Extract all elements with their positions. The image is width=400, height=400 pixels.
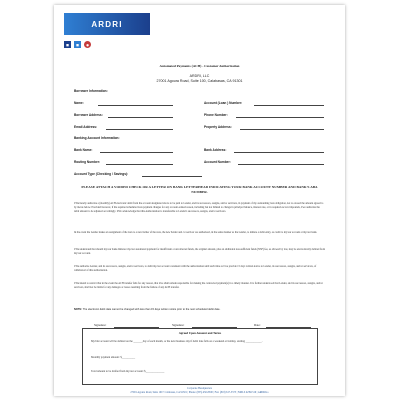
name-label: Name: <box>74 101 84 105</box>
brand-banner <box>64 13 150 35</box>
logo-badge-c-icon: ● <box>84 41 91 48</box>
voided-check-notice: PLEASE ATTACH A VOIDED CHECK OR A LETTER ON BANK LETTERHEAD INDICATING YOUR BANK ACCOUNT NUMBER AND BANK'S ABA NUMBER. <box>81 185 318 194</box>
monthly-payment-line[interactable]: Monthly payment amount: $__________ <box>91 356 136 359</box>
logo-badge-b-icon: ■ <box>74 41 81 48</box>
paragraph-4: I/We authorize Lender, and its successors, assigns, and/or servicers, to debit my/our account consistent with the authorization until such time as I/we provide 15 days written notice to Lender, its successors, assigns, and/or servicers, of withdrawal of this authorization. <box>74 265 317 272</box>
agreed-terms-heading: Agreed Upon Amount and Terms <box>178 331 222 335</box>
agreed-terms-box <box>82 328 318 385</box>
borrower-address-label: Borrower Address: <box>74 113 103 117</box>
borrower-address-field[interactable] <box>108 117 173 118</box>
routing-number-label: Routing Number: <box>74 160 101 164</box>
paragraph-3: I/We understand that should my/our bank dishonor my/our automated payment for insufficient or uncollected funds, the original amount, plus an additional non-sufficient funds (NSF) fee, as allowed by law, may be electronically debited from my/our account. <box>74 248 325 255</box>
brand-name: ARDRI <box>91 19 123 29</box>
account-type-field[interactable] <box>142 176 202 177</box>
logo-badge-a-icon: ■ <box>64 41 71 48</box>
signature-label-2: Signature: <box>172 323 185 327</box>
borrower-section-heading: Borrower Information: <box>74 89 108 93</box>
email-address-label: Email Address: <box>74 125 98 129</box>
company-name: ARDRI, LLC <box>189 74 210 78</box>
account-number-field[interactable] <box>254 105 324 106</box>
phone-number-label: Phone Number: <box>204 113 228 117</box>
date-label: Date: <box>254 323 261 327</box>
email-address-field[interactable] <box>106 129 173 130</box>
footer-contact: 27001 Agoura Road, Suite 100 • Calabasas, CA 91301 | Phone: (855) 450-8500 | Fax: (818) 617-5573 | NMLS #2391519 | ARDRI.io <box>130 390 269 394</box>
note-label: NOTE: <box>74 308 83 311</box>
total-amount-line[interactable]: Total amount to be drafted from my/our account: $______________ <box>91 370 165 373</box>
note-line <box>74 308 325 311</box>
account-type-label: Account Type (Checking / Savings): <box>74 172 129 176</box>
document-page <box>54 5 345 396</box>
name-field[interactable] <box>98 105 173 106</box>
company-address: 27001 Agoura Road, Suite 100, Calabasas, CA 91301 <box>156 79 243 83</box>
account-number-label: Account (Loan ) Number: <box>204 101 243 105</box>
paragraph-2: In the event the Lender makes an assignment of the loan to a new holder of the note, the new holder and /or servicer are authorized, in the same manner as the Lender, to initiate a debit entry, as credit to my/our account at my/our bank. <box>74 231 318 234</box>
page-footer <box>54 387 345 395</box>
bank-account-number-field[interactable] <box>238 164 324 165</box>
note-text: The electronic debit date cannot be changed with less than 15 days written notice prior to the next scheduled debit date. <box>82 308 221 311</box>
routing-number-field[interactable] <box>106 164 173 165</box>
bank-address-field[interactable] <box>234 152 324 153</box>
property-address-field[interactable] <box>240 129 324 130</box>
debit-day-line[interactable]: My/Our account will be debited on the _______day of each month, or the next business day if debit date falls on a weekend or holiday, starting ____________. <box>91 340 263 343</box>
property-address-label: Property Address: <box>204 125 232 129</box>
bank-name-label: Bank Name: <box>74 148 93 152</box>
footer-heading: Corporate Headquarters <box>187 387 212 390</box>
company-block <box>54 74 345 84</box>
bank-account-number-label: Account Number: <box>204 160 231 164</box>
paragraph-5: I/We intend to restrict that in the event the ACH transfer fails for any reason, that I/we shall remain responsible for making the contracted payment(s) in a timely manner. It is further understood that Lender, and its successors, assigns, and/or servicers, shall not be liable for any damages or losses resulting from the failure of any ACH transfer. <box>74 282 323 289</box>
paragraph-1: I/We hereby authorize a (monthly) ACH electronic debit from the account designated above to be paid to Lender, and its successors, assigns, and/or servicers, in payment of my outstanding loan obligation, not to exceed the amount agreed to by me/us below. Provided however, if the required scheduled loan payment changes for any account-related reason, including but not limited to change in principal balance, interest rate, or in required escrow impounds, I/we authorize the debit amount to be adjusted accordingly. I/We acknowledge that this Authorization is transferable to Lender's successors, assigns, and/or servicers. <box>74 202 324 213</box>
bank-name-field[interactable] <box>100 152 173 153</box>
logo-row <box>64 41 91 48</box>
banking-section-heading: Banking Account Information: <box>74 136 120 140</box>
phone-number-field[interactable] <box>236 117 324 118</box>
bank-address-label: Bank Address: <box>204 148 227 152</box>
signature-label-1: Signature: <box>94 323 107 327</box>
form-title: Automated Payments (ACH) - Customer Authorization <box>159 64 240 68</box>
